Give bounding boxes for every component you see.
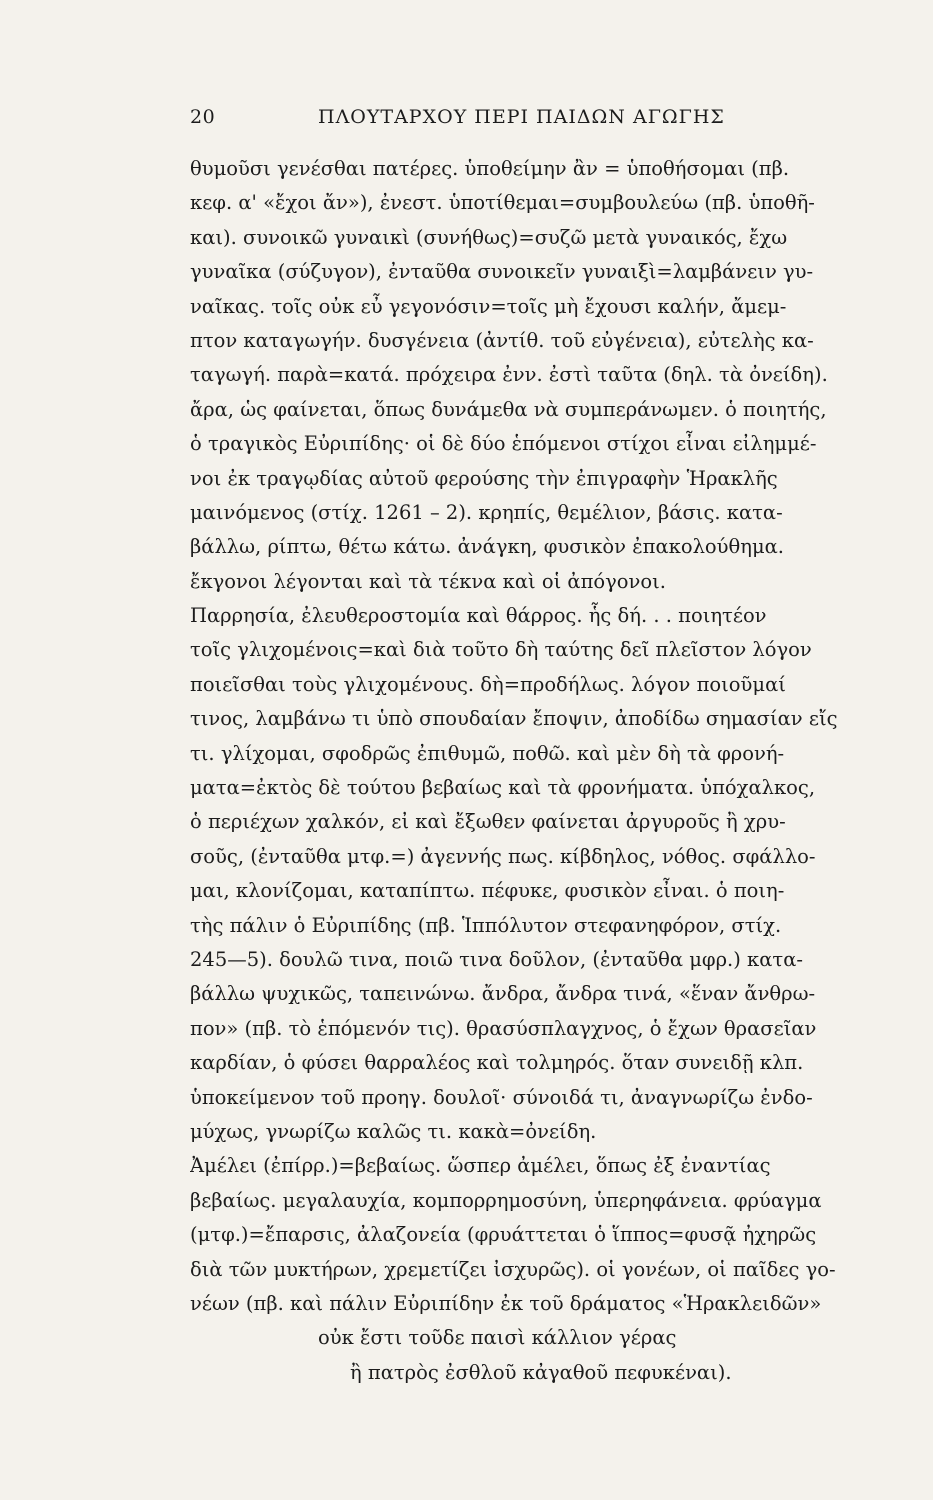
text-line: καρδίαν, ὁ φύσει θαρραλέος καὶ τολμηρός. ὅταν συνειδῇ κλπ. xyxy=(190,1051,804,1075)
text-line: ἄρα, ὡς φαίνεται, ὅπως δυνάμεθα νὰ συμπεράνωμεν. ὁ ποιητής, xyxy=(190,397,827,421)
text-line: πον» (πβ. τὸ ἑπόμενόν τις). θρασύσπλαγχνος, ὁ ἔχων θρασεῖαν xyxy=(190,1016,817,1040)
text-line: μαι, κλονίζομαι, καταπίπτω. πέφυκε, φυσικὸν εἶναι. ὁ ποιη- xyxy=(190,879,785,903)
text-line: διὰ τῶν μυκτήρων, χρεμετίζει ἰσχυρῶς). οἱ γονέων, οἱ παῖδες γο- xyxy=(190,1257,836,1281)
text-line: 245—5). δουλῶ τινα, ποιῶ τινα δοῦλον, (ἐνταῦθα μφρ.) κατα- xyxy=(190,947,803,971)
text-line: βάλλω ψυχικῶς, ταπεινώνω. ἄνδρα, ἄνδρα τινά, «ἕναν ἄνθρω- xyxy=(190,982,816,1006)
text-line: Ἀμέλει (ἐπίρρ.)=βεβαίως. ὥσπερ ἀμέλει, ὅπως ἐξ ἐναντίας xyxy=(190,1154,771,1178)
page-header xyxy=(190,106,890,136)
verse-line: οὐκ ἔστι τοῦδε παισὶ κάλλιον γέρας xyxy=(318,1326,677,1350)
text-line: ὑποκείμενον τοῦ προηγ. δουλοῖ· σύνοιδά τι, ἀναγνωρίζω ἐνδο- xyxy=(190,1085,813,1109)
text-line: Παρρησία, ἐλευθεροστομία καὶ θάρρος. ἧς δή. . . ποιητέον xyxy=(190,604,767,628)
text-line: τοῖς γλιχομένοις=καὶ διὰ τοῦτο δὴ ταύτης δεῖ πλεῖστον λόγον xyxy=(190,638,812,662)
text-line: τὴς πάλιν ὁ Εὐριπίδης (πβ. Ἱππόλυτον στεφανηφόρον, στίχ. xyxy=(190,913,782,937)
commentary-text xyxy=(190,152,910,1390)
text-line: ματα=ἐκτὸς δὲ τούτου βεβαίως καὶ τὰ φρονήματα. ὑπόχαλκος, xyxy=(190,776,816,800)
text-line: νέων (πβ. καὶ πάλιν Εὐριπίδην ἐκ τοῦ δράματος «Ἡρακλειδῶν» xyxy=(190,1291,822,1315)
text-line: μαινόμενος (στίχ. 1261 – 2). κρηπίς, θεμέλιον, βάσις. κατα- xyxy=(190,500,783,524)
text-line: κεφ. α' «ἔχοι ἄν»), ἐνεστ. ὑποτίθεμαι=συμβουλεύω (πβ. ὑποθῆ- xyxy=(190,191,815,215)
text-line: πτον καταγωγήν. δυσγένεια (ἀντίθ. τοῦ εὐγένεια), εὐτελὴς κα- xyxy=(190,328,814,352)
text-line: ὁ περιέχων χαλκόν, εἰ καὶ ἔξωθεν φαίνεται ἀργυροῦς ἢ χρυ- xyxy=(190,810,786,834)
text-line: γυναῖκα (σύζυγον), ἐνταῦθα συνοικεῖν γυναιξὶ=λαμβάνειν γυ- xyxy=(190,260,814,284)
text-line: θυμοῦσι γενέσθαι πατέρες. ὑποθείμην ἂν = ὑποθήσομαι (πβ. xyxy=(190,157,790,180)
text-line: ὁ τραγικὸς Εὐριπίδης· οἱ δὲ δύο ἑπόμενοι στίχοι εἶναι εἰλημμέ- xyxy=(190,432,817,456)
text-line: νοι ἐκ τραγῳδίας αὐτοῦ φερούσης τὴν ἐπιγραφὴν Ἡρακλῆς xyxy=(190,466,778,490)
text-line: βάλλω, ρίπτω, θέτω κάτω. ἀνάγκη, φυσικὸν ἐπακολούθημα. xyxy=(190,535,784,559)
text-line: βεβαίως. μεγαλαυχία, κομπορρημοσύνη, ὑπερηφάνεια. φρύαγμα xyxy=(190,1188,822,1212)
text-line: ποιεῖσθαι τοὺς γλιχομένους. δὴ=προδήλως. λόγον ποιοῦμαί xyxy=(190,672,786,696)
text-line: (μτφ.)=ἔπαρσις, ἀλαζονεία (φρυάττεται ὁ ἵππος=φυσᾷ ἠχηρῶς xyxy=(190,1223,817,1247)
text-line: και). συνοικῶ γυναικὶ (συνήθως)=συζῶ μετὰ γυναικός, ἔχω xyxy=(190,225,788,249)
text-line: ταγωγή. παρὰ=κατά. πρόχειρα ἐνν. ἐστὶ ταῦτα (δηλ. τὰ ὀνείδη). xyxy=(190,363,828,387)
text-line: σοῦς, (ἐνταῦθα μτφ.=) ἀγεννής πως. κίβδηλος, νόθος. σφάλλο- xyxy=(190,844,816,868)
text-line: τινος, λαμβάνω τι ὑπὸ σπουδαίαν ἔποψιν, ἀποδίδω σημασίαν εἴς xyxy=(190,707,838,731)
text-line: μύχως, γνωρίζω καλῶς τι. κακὰ=ὀνείδη. xyxy=(190,1119,597,1143)
page-number: 20 xyxy=(190,106,216,128)
running-title: ΠΛΟΥΤΑΡΧΟΥ ΠΕΡΙ ΠΑΙΔΩΝ ΑΓΩΓΗΣ xyxy=(318,106,725,128)
text-line: ναῖκας. τοῖς οὐκ εὖ γεγονόσιν=τοῖς μὴ ἔχουσι καλήν, ἄμεμ- xyxy=(190,294,787,318)
text-line: τι. γλίχομαι, σφοδρῶς ἐπιθυμῶ, ποθῶ. καὶ μὲν δὴ τὰ φρονή- xyxy=(190,741,785,765)
text-line: ἔκγονοι λέγονται καὶ τὰ τέκνα καὶ οἱ ἀπόγονοι. xyxy=(190,569,666,593)
verse-line: ἢ πατρὸς ἐσθλοῦ κἀγαθοῦ πεφυκέναι). xyxy=(350,1360,732,1384)
